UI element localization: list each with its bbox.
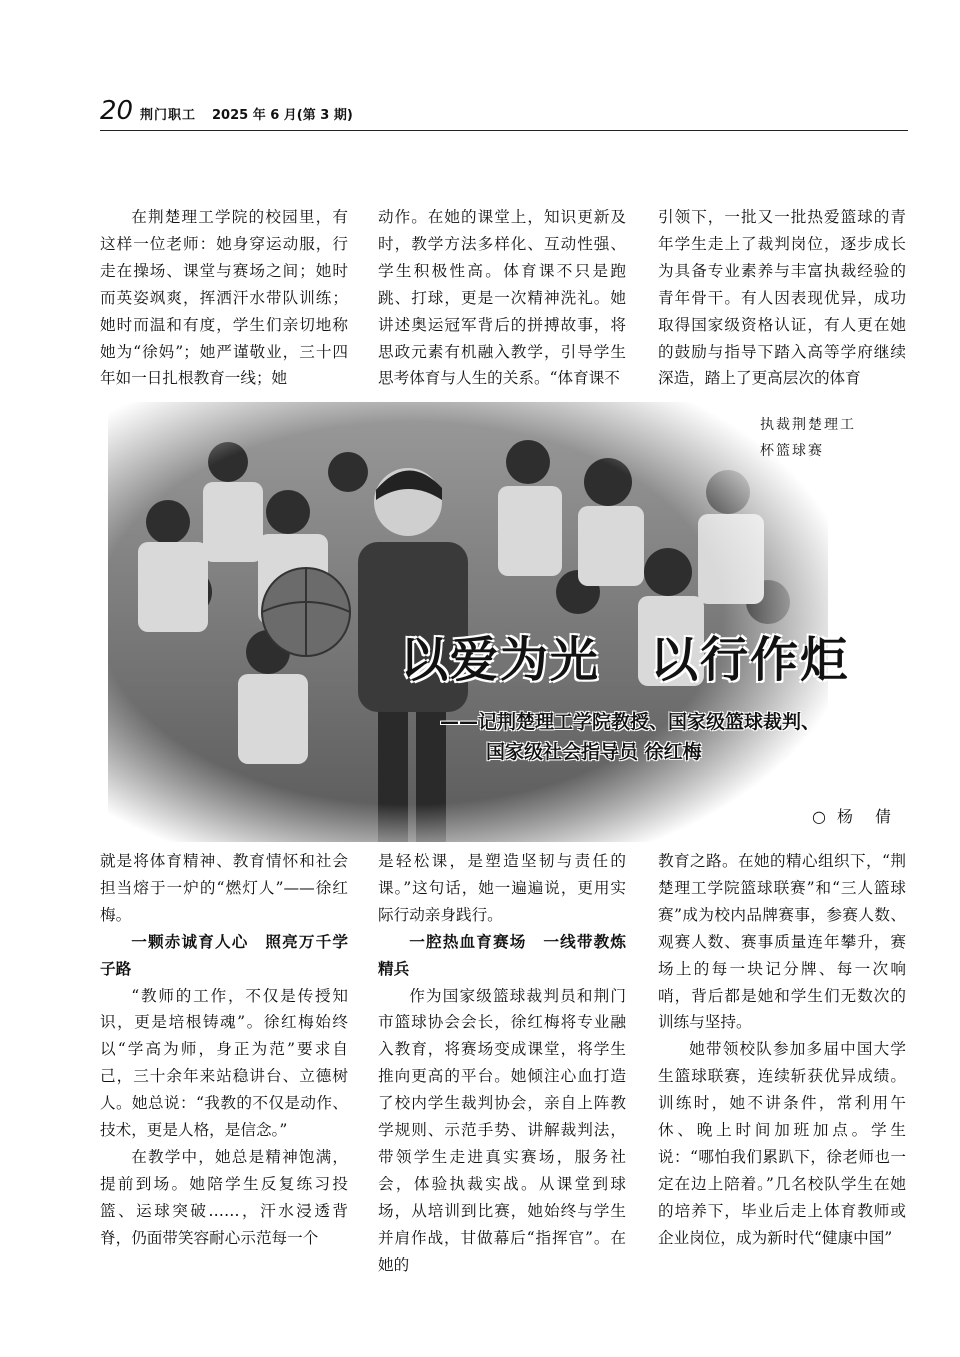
article-photo <box>108 402 828 842</box>
issue-label: 2025 年 6 月(第 3 期) <box>212 108 353 123</box>
paragraph: “教师的工作，不仅是传授知识，更是培根铸魂”。徐红梅始终以“学高为师，身正为范”要求自己，三十余年来站稳讲台、立德树人。她总说：“我教的不仅是动作、技术，更是人格，是信念。” <box>100 986 348 1140</box>
column-1-top <box>100 204 348 392</box>
paragraph: 作为国家级篮球裁判员和荆门市篮球协会会长，徐红梅将专业融入教育，将赛场变成课堂，将学生推向更高的平台。她倾注心血打造了校内学生裁判协会，亲自上阵教学规则、示范手势、讲解裁判法，带领学生走进真实赛场，服务社会，体验执裁实战。从课堂到球场，从培训到比赛，她始终与学生并肩作战，甘做幕后“指挥官”。在她的 <box>378 986 626 1274</box>
referee-photo-illustration <box>108 402 828 842</box>
column-2-bottom <box>378 848 626 1279</box>
paragraph: 就是将体育精神、教育情怀和社会担当熔于一炉的“燃灯人”——徐红梅。 <box>100 852 348 924</box>
column-2-top <box>378 204 626 392</box>
paragraph: 动作。在她的课堂上，知识更新及时，教学方法多样化、互动性强、学生积极性高。体育课不只是跑跳、打球，更是一次精神洗礼。她讲述奥运冠军背后的拼搏故事，将思政元素有机融入教学，引导学生思考体育与人生的关系。“体育课不 <box>378 208 626 388</box>
paragraph: 她带领校队参加多届中国大学生篮球联赛，连续斩获优异成绩。训练时，她不讲条件，常利用午休、晚上时间加班加点。学生说：“哪怕我们累趴下，徐老师也一定在边上陪着。”几名校队学生在她的培养下，毕业后走上体育教师或企业岗位，成为新时代“健康中国” <box>658 1040 906 1247</box>
paragraph: 在荆楚理工学院的校园里，有这样一位老师：她身穿运动服，行走在操场、课堂与赛场之间；她时而英姿飒爽，挥洒汗水带队训练；她时而温和有度，学生们亲切地称她为“徐妈”；她严谨敬业，三十四年如一日扎根教育一线；她 <box>100 208 348 388</box>
author-byline: ○ 杨 倩 <box>812 807 895 826</box>
article-title: 以爱为光 以行作炬 <box>400 632 851 688</box>
paragraph: 是轻松课，是塑造坚韧与责任的课。”这句话，她一遍遍说，更用实际行动亲身践行。 <box>378 852 626 924</box>
paragraph: 教育之路。在她的精心组织下，“荆楚理工学院篮球联赛”和“三人篮球赛”成为校内品牌赛事，参赛人数、观赛人数、赛事质量连年攀升，赛场上的每一块记分牌、每一次响哨，背后都是她和学生们无数次的训练与坚持。 <box>658 852 906 1032</box>
column-3-top <box>658 204 906 392</box>
magazine-name: 荆门职工 <box>140 108 197 123</box>
column-1-bottom <box>100 848 348 1252</box>
column-3-bottom <box>658 848 906 1252</box>
article-subtitle-line-1: ——记荆楚理工学院教授、国家级篮球裁判、 <box>440 711 821 733</box>
section-heading: 一腔热血育赛场 一线带教炼精兵 <box>378 932 626 978</box>
article-subtitle-line-2: 国家级社会指导员 徐红梅 <box>486 741 702 763</box>
caption-line-1: 执裁荆楚理工 <box>760 417 856 433</box>
paragraph: 在教学中，她总是精神饱满，提前到场。她陪学生反复练习投篮、运球突破……，汗水浸透背脊，仍面带笑容耐心示范每一个 <box>100 1147 348 1247</box>
caption-line-2: 杯篮球赛 <box>760 443 824 459</box>
photo-caption <box>760 412 920 464</box>
page-header <box>100 96 908 131</box>
paragraph: 引领下，一批又一批热爱篮球的青年学生走上了裁判岗位，逐步成长为具备专业素养与丰富执裁经验的青年骨干。有人因表现优异，成功取得国家级资格认证，有人更在她的鼓励与指导下踏入高等学府继续深造，踏上了更高层次的体育 <box>658 208 906 388</box>
page-number: 20 <box>100 96 134 126</box>
section-heading: 一颗赤诚育人心 照亮万千学子路 <box>100 932 348 978</box>
